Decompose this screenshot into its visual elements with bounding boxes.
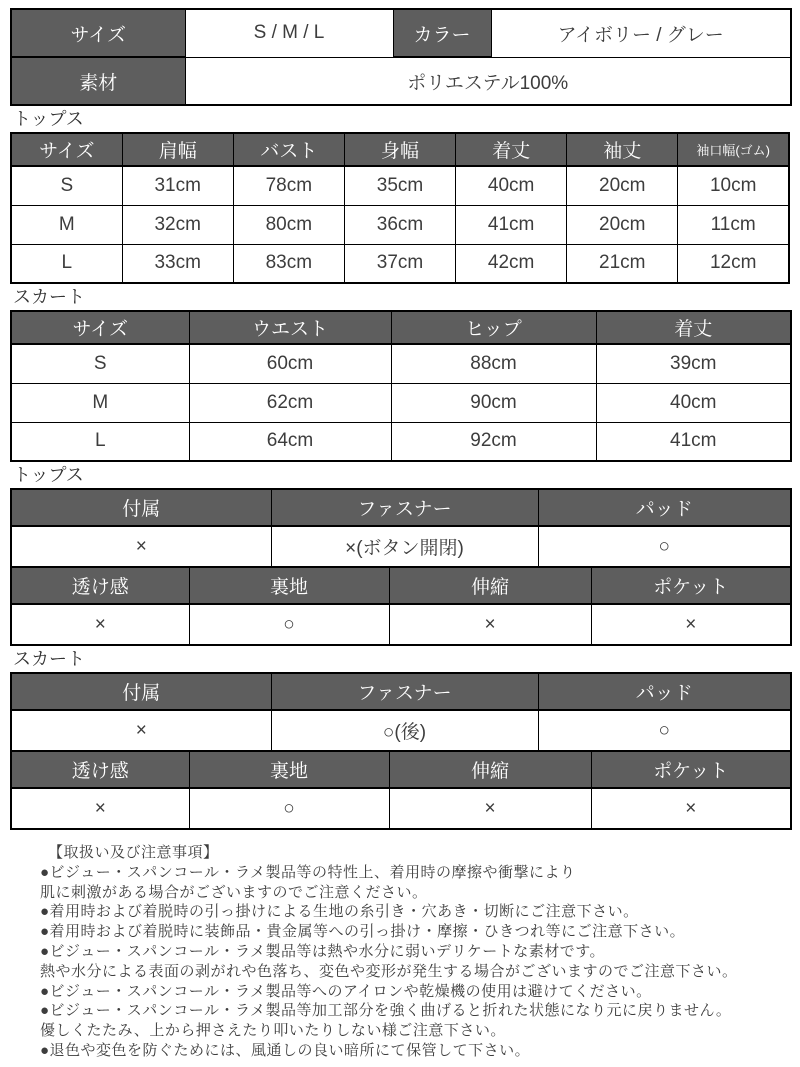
spec-cell: 32cm (122, 205, 233, 244)
spec-cell: 20cm (567, 205, 678, 244)
spec-cell: 60cm (189, 344, 391, 383)
skirt-spec-header-waist: ウエスト (189, 311, 391, 344)
feat-value-cell: × (591, 604, 791, 645)
care-note-line: ●着用時および着脱時に装飾品・貴金属等への引っ掛け・摩擦・ひきつれ等にご注意下さい。 (40, 923, 686, 941)
spec-cell: 78cm (233, 166, 344, 205)
spec-cell: 12cm (678, 244, 789, 283)
spec-cell: 90cm (391, 383, 596, 422)
tops-features-header-row-2 (11, 567, 791, 604)
spec-cell: 42cm (456, 244, 567, 283)
tops-spec-section-label: トップス (13, 109, 84, 129)
spec-cell: 92cm (391, 422, 596, 461)
spec-cell: M (11, 383, 189, 422)
skirt-feat-header-stretch: 伸縮 (389, 751, 591, 788)
spec-cell: 35cm (344, 166, 455, 205)
spec-cell: L (11, 244, 122, 283)
spec-cell: S (11, 344, 189, 383)
spec-cell: 10cm (678, 166, 789, 205)
tops-feat-header-zipper: ファスナー (271, 489, 538, 526)
skirt-feat-header-lining: 裏地 (189, 751, 389, 788)
tops-feat-header-pocket: ポケット (591, 567, 791, 604)
tops-features-section-label: トップス (13, 465, 84, 485)
tops-features-value-row-1 (11, 526, 791, 567)
feat-value-cell: ○ (189, 604, 389, 645)
feat-value-cell: ○(後) (271, 710, 538, 751)
skirt-features-section-label: スカート (13, 649, 85, 669)
skirt-features-table-1 (10, 672, 792, 752)
feat-value-cell: × (11, 526, 271, 567)
spec-cell: 39cm (596, 344, 791, 383)
skirt-feat-header-sheerness: 透け感 (11, 751, 189, 788)
skirt-spec-header-size: サイズ (11, 311, 189, 344)
spec-cell: 62cm (189, 383, 391, 422)
skirt-features-header-row-2 (11, 751, 791, 788)
skirt-spec-row-l (11, 422, 791, 461)
tops-feat-header-lining: 裏地 (189, 567, 389, 604)
spec-cell: S (11, 166, 122, 205)
spec-cell: 11cm (678, 205, 789, 244)
care-note-line: 熱や水分による表面の剥がれや色落ち、変色や変形が発生する場合がございますのでご注意下さい。 (40, 962, 738, 980)
care-note-line: ●ビジュー・スパンコール・ラメ製品等は熱や水分に弱いデリケートな素材です。 (40, 942, 606, 960)
spec-cell: 83cm (233, 244, 344, 283)
tops-feat-header-stretch: 伸縮 (389, 567, 591, 604)
care-note-line: ●ビジュー・スパンコール・ラメ製品等の特性上、着用時の摩擦や衝撃により (40, 863, 576, 881)
tops-features-table-2 (10, 566, 792, 646)
tops-spec-row-l (11, 244, 789, 283)
care-note-line: ●着用時および着脱時の引っ掛けによる生地の糸引き・穴あき・切断にご注意下さい。 (40, 903, 639, 921)
skirt-spec-row-s (11, 344, 791, 383)
spec-cell: 20cm (567, 166, 678, 205)
skirt-feat-header-accessories: 付属 (11, 673, 271, 710)
spec-cell: 88cm (391, 344, 596, 383)
skirt-features-header-row-1 (11, 673, 791, 710)
skirt-feat-header-zipper: ファスナー (271, 673, 538, 710)
tops-spec-row-s (11, 166, 789, 205)
feat-value-cell: × (11, 788, 189, 829)
tops-feat-header-pad: パッド (538, 489, 791, 526)
color-value-cell: アイボリー / グレー (491, 9, 791, 57)
tops-spec-header-cuff: 袖口幅(ゴム) (678, 133, 789, 166)
spec-cell: 31cm (122, 166, 233, 205)
info-table (10, 8, 792, 106)
tops-spec-header-row (11, 133, 789, 166)
material-label-cell: 素材 (11, 57, 185, 105)
tops-spec-header-shoulder: 肩幅 (122, 133, 233, 166)
spec-cell: L (11, 422, 189, 461)
spec-cell: 64cm (189, 422, 391, 461)
skirt-spec-header-length: 着丈 (596, 311, 791, 344)
care-note-line: ●退色や変色を防ぐためには、風通しの良い暗所にて保管して下さい。 (40, 1041, 531, 1059)
tops-feat-header-accessories: 付属 (11, 489, 271, 526)
spec-cell: 80cm (233, 205, 344, 244)
tops-spec-header-length: 着丈 (456, 133, 567, 166)
size-label-cell: サイズ (11, 9, 185, 57)
skirt-features-value-row-2 (11, 788, 791, 829)
spec-cell: 40cm (456, 166, 567, 205)
feat-value-cell: ○ (538, 710, 791, 751)
feat-value-cell: × (11, 710, 271, 751)
feat-value-cell: × (389, 604, 591, 645)
care-notes-title: 【取扱い及び注意事項】 (48, 844, 219, 861)
skirt-feat-header-pad: パッド (538, 673, 791, 710)
tops-spec-header-width: 身幅 (344, 133, 455, 166)
spec-cell: 41cm (456, 205, 567, 244)
skirt-spec-header-hip: ヒップ (391, 311, 596, 344)
care-note-line: ●ビジュー・スパンコール・ラメ製品等へのアイロンや乾燥機の使用は避けてください。 (40, 982, 652, 1000)
tops-features-value-row-2 (11, 604, 791, 645)
tops-features-header-row-1 (11, 489, 791, 526)
feat-value-cell: ×(ボタン開閉) (271, 526, 538, 567)
feat-value-cell: × (389, 788, 591, 829)
feat-value-cell: × (11, 604, 189, 645)
care-note-line: ●ビジュー・スパンコール・ラメ製品等加工部分を強く曲げると折れた状態になり元に戻りません。 (40, 1002, 732, 1020)
feat-value-cell: ○ (538, 526, 791, 567)
spec-cell: 41cm (596, 422, 791, 461)
skirt-features-value-row-1 (11, 710, 791, 751)
skirt-feat-header-pocket: ポケット (591, 751, 791, 788)
care-note-line: 優しくたたみ、上から押さえたり叩いたりしない様ご注意下さい。 (40, 1022, 506, 1040)
tops-spec-header-sleeve: 袖丈 (567, 133, 678, 166)
tops-spec-table (10, 132, 790, 284)
spec-cell: 36cm (344, 205, 455, 244)
skirt-spec-header-row (11, 311, 791, 344)
skirt-spec-section-label: スカート (13, 287, 85, 307)
tops-spec-row-m (11, 205, 789, 244)
color-label-cell: カラー (393, 9, 491, 57)
care-notes (40, 843, 790, 1061)
tops-spec-header-size: サイズ (11, 133, 122, 166)
spec-cell: 33cm (122, 244, 233, 283)
care-note-line: 肌に刺激がある場合がございますのでご注意ください。 (40, 883, 428, 901)
spec-cell: M (11, 205, 122, 244)
feat-value-cell: ○ (189, 788, 389, 829)
spec-cell: 21cm (567, 244, 678, 283)
tops-features-table-1 (10, 488, 792, 568)
material-value-cell: ポリエステル100% (185, 57, 791, 105)
size-value-cell: S / M / L (185, 9, 393, 57)
spec-cell: 37cm (344, 244, 455, 283)
skirt-features-table-2 (10, 750, 792, 830)
skirt-spec-table (10, 310, 792, 462)
skirt-spec-row-m (11, 383, 791, 422)
tops-feat-header-sheerness: 透け感 (11, 567, 189, 604)
tops-spec-header-bust: バスト (233, 133, 344, 166)
spec-cell: 40cm (596, 383, 791, 422)
feat-value-cell: × (591, 788, 791, 829)
